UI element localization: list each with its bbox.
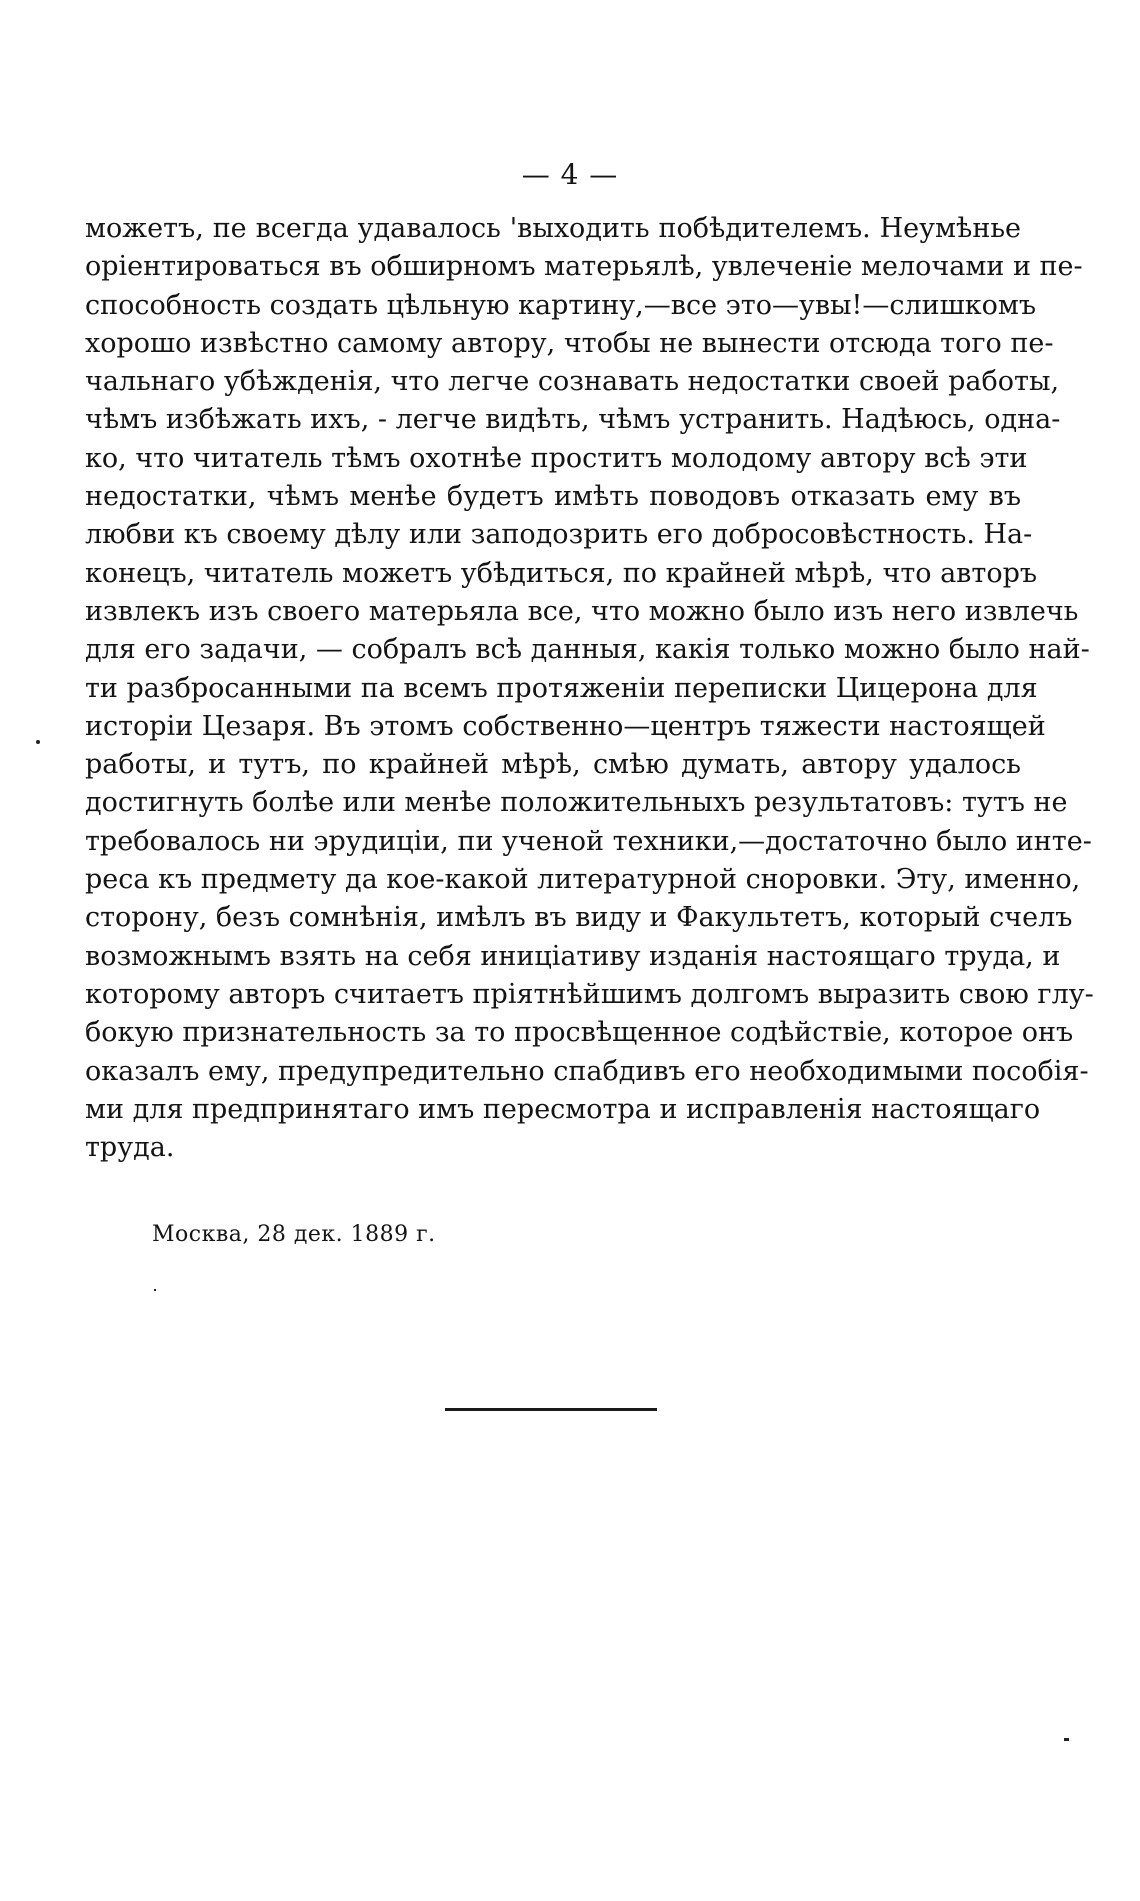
place-date-signature: Москва, 28 дек. 1889 г. [152,1222,436,1247]
closing-rule [445,1408,657,1411]
page-number: — 4 — [521,158,619,191]
text-line: возможнымъ взять на себя иницiативу изданія настоящаго труда, и [85,940,1061,972]
text-line: исторіи Цезаря. Въ этомъ собственно—центръ тяжести настоящей [85,710,1046,742]
text-line: извлекъ изъ своего матерьяла все, что можно было изъ него извлечь [85,595,1079,627]
text-line: ко, что читатель тѣмъ охотнѣе проститъ молодому автору всѣ эти [85,442,1028,474]
text-line: ми для предпринятаго имъ пересмотра и исправленія настоящаго [85,1093,1041,1125]
text-line: сторону, безъ сомнѣнія, имѣлъ въ виду и Факультетъ, который счелъ [85,902,1073,934]
text-line: хорошо извѣстно самому автору, чтобы не вынести отсюда того пе- [85,327,1054,359]
text-line: способность создать цѣльную картину,—все это—увы!—слишкомъ [85,289,1037,321]
text-line-final: труда. [85,1132,175,1164]
text-line: требовалось ни эрудиціи, пи ученой техники,—достаточно было инте- [85,825,1092,857]
print-speck [154,1289,156,1291]
text-line: оріентироваться въ обширномъ матерьялѣ, увлеченіе мелочами и пе- [85,251,1083,283]
text-line: любви къ своему дѣлу или заподозрить его добросовѣстность. На- [85,519,1033,551]
text-line: можетъ, пе всегда удавалось 'выходить побѣдителемъ. Неумѣнье [85,213,1021,244]
text-line: которому авторъ считаетъ пріятнѣйшимъ долгомъ выразить свою глу- [85,978,1094,1010]
text-line: работы, и тутъ, по крайней мѣрѣ, смѣю думать, автору удалось [85,749,1021,781]
body-text [85,210,1094,1167]
text-line: для его задачи, — собралъ всѣ данныя, какія только можно было най- [85,634,1090,666]
text-line: чальнаго убѣжденія, что легче сознавать недостатки своей работы, [85,366,1060,398]
text-line: чѣмъ избѣжать ихъ, - легче видѣть, чѣмъ устранить. Надѣюсь, одна- [85,404,1061,436]
text-line: оказалъ ему, предупредительно спабдивъ его необходимыми пособія- [85,1055,1089,1087]
print-speck [36,740,40,744]
text-line: недостатки, чѣмъ менѣе будетъ имѣть поводовъ отказать ему въ [85,481,1021,513]
text-line: конецъ, читатель можетъ убѣдиться, по крайней мѣрѣ, что авторъ [85,557,1038,589]
text-line: ти разбросанными па всемъ протяженіи переписки Цицерона для [85,672,1038,704]
text-line: достигнуть болѣе или менѣе положительныхъ результатовъ: тутъ не [85,787,1068,819]
print-speck [1064,1738,1069,1741]
text-line: реса къ предмету да кое-какой литературной сноровки. Эту, именно, [85,864,1081,896]
text-line: бокую признательность за то просвѣщенное содѣйствіе, которое онъ [85,1017,1074,1049]
